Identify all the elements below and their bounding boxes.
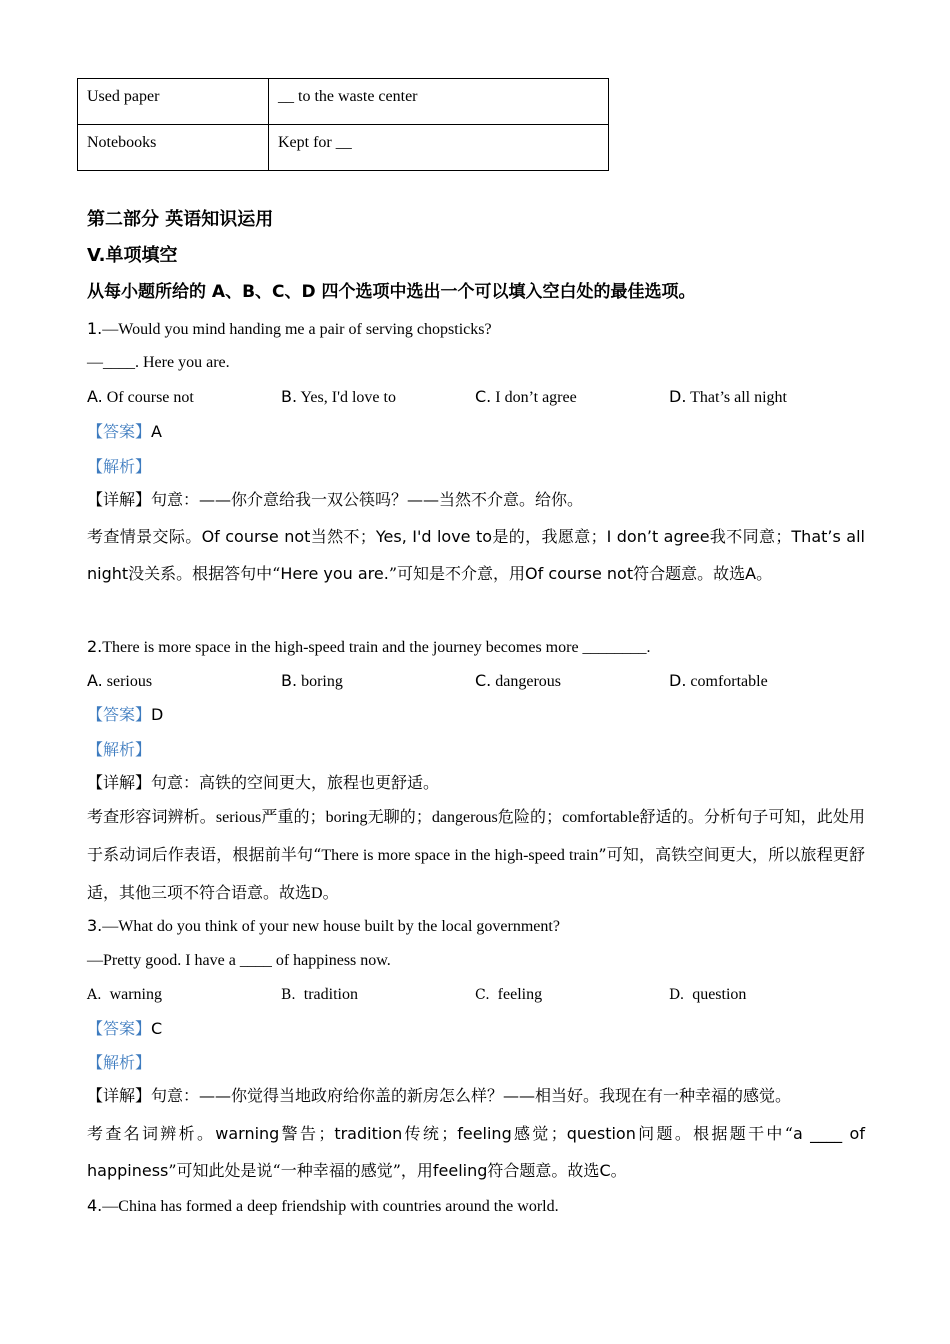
answer-value: A <box>151 422 162 441</box>
part-title: 第二部分 英语知识运用 <box>87 209 274 230</box>
table-row <box>78 125 609 171</box>
option-d: D. That’s all night <box>669 387 787 406</box>
answer-tag: 【答案】 <box>87 705 152 724</box>
detail-line <box>87 1086 791 1106</box>
detail-tag: 【详解】 <box>87 1086 152 1105</box>
answer-value: D <box>151 705 164 724</box>
question-line: —What do you think of your new house built by the local government? <box>102 918 560 935</box>
detail-line <box>87 490 583 510</box>
option-c: C. dangerous <box>475 671 562 690</box>
table-row <box>78 79 609 125</box>
answer-line <box>87 705 163 726</box>
answer-tag: 【答案】 <box>87 422 152 441</box>
question-line: There is more space in the high-speed train and the journey becomes more ________. <box>102 639 651 656</box>
table-cell-detail: __ to the waste center <box>269 79 609 125</box>
question-line: —Would you mind handing me a pair of serving chopsticks? <box>102 321 492 338</box>
option-b: B. Yes, I'd love to <box>281 387 396 406</box>
question-3-stem <box>87 916 560 937</box>
option-a: A. serious <box>87 671 153 690</box>
question-3-reply: —Pretty good. I have a ____ of happiness now. <box>87 952 391 969</box>
answer-tag: 【答案】 <box>87 1019 152 1038</box>
explanation-paragraph: 考查形容词辨析。serious严重的；boring无聊的；dangerous危险的；comfortable舒适的。分析句子可知，此处用于系动词后作表语，根据前半句“There is more space in the high-speed train”可知，高铁空间更大，所以旅程更舒适，其他三项不符合语意。故选D。 <box>87 807 865 902</box>
table-cell-item: Used paper <box>78 79 269 125</box>
analysis-tag: 【解析】 <box>87 1053 152 1072</box>
analysis-tag: 【解析】 <box>87 740 152 759</box>
question-1-reply: —____. Here you are. <box>87 354 230 371</box>
answer-value: C <box>151 1019 163 1038</box>
question-number: 2. <box>87 637 103 656</box>
question-number: 3. <box>87 916 103 935</box>
detail-text: 句意：高铁的空间更大，旅程也更舒适。 <box>151 773 440 792</box>
detail-text: 句意：——你介意给我一双公筷吗？——当然不介意。给你。 <box>151 490 584 509</box>
explanation-paragraph: 考查名词辨析。warning警告；tradition传统；feeling感觉；question问题。根据题干中“a ____ of happiness”可知此处是说“一种幸福的感觉”，用feeling符合题意。故选C。 <box>87 1124 865 1180</box>
option-a: A. Of course not <box>87 387 194 406</box>
instruction-text: 从每小题所给的 A、B、C、D 四个选项中选出一个可以填入空白处的最佳选项。 <box>87 282 696 302</box>
detail-line <box>87 773 439 793</box>
subsection-title: V.单项填空 <box>87 245 178 266</box>
analysis-line <box>87 457 151 478</box>
analysis-line <box>87 1053 151 1074</box>
answer-line <box>87 422 162 443</box>
question-2-stem <box>87 637 651 658</box>
option-b: B. boring <box>281 671 343 690</box>
detail-text: 句意：——你觉得当地政府给你盖的新房怎么样？——相当好。我现在有一种幸福的感觉。 <box>151 1086 792 1105</box>
option-d: D. question <box>669 986 747 1003</box>
analysis-line <box>87 740 151 761</box>
fill-in-table <box>77 78 609 171</box>
question-line: —China has formed a deep friendship with countries around the world. <box>102 1198 559 1215</box>
question-number: 1. <box>87 319 103 338</box>
option-b: B. tradition <box>281 986 358 1003</box>
answer-line <box>87 1019 162 1040</box>
question-number: 4. <box>87 1196 103 1215</box>
option-d: D. comfortable <box>669 671 768 690</box>
option-a: A. warning <box>87 986 162 1003</box>
analysis-tag: 【解析】 <box>87 457 152 476</box>
option-c: C. feeling <box>475 986 543 1003</box>
explanation-paragraph: 考查情景交际。Of course not当然不；Yes, I'd love to是的，我愿意；I don’t agree我不同意；That’s all night没关系。根据答句中“Here you are.”可知是不介意，用Of course not符合题意。故选A。 <box>87 527 865 583</box>
table-cell-detail: Kept for __ <box>269 125 609 171</box>
question-4-stem <box>87 1196 559 1217</box>
detail-tag: 【详解】 <box>87 490 152 509</box>
question-1-stem <box>87 319 492 340</box>
option-c: C. I don’t agree <box>475 387 577 406</box>
table-cell-item: Notebooks <box>78 125 269 171</box>
detail-tag: 【详解】 <box>87 773 152 792</box>
